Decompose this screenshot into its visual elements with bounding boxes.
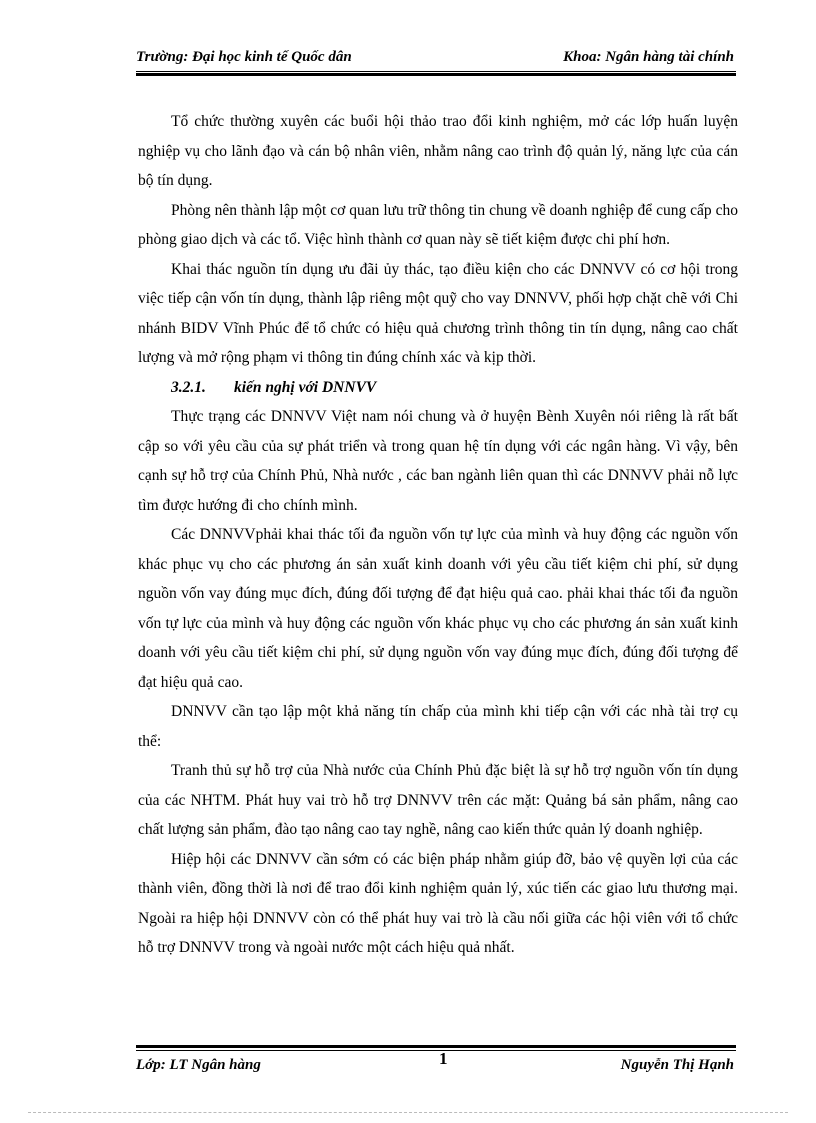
footer-author: Nguyễn Thị Hạnh xyxy=(620,1057,734,1073)
footer-class: Lớp: LT Ngân hàng xyxy=(136,1057,261,1073)
paragraph: Tranh thủ sự hỗ trợ của Nhà nước của Chính Phủ đặc biệt là sự hỗ trợ nguồn vốn tín dụng của các NHTM. Phát huy vai trò hỗ trợ DNNVV trên các mặt: Quảng bá sản phẩm, nâng cao chất lượng sản phẩm, đào tạo nâng cao tay nghề, nâng cao kiến thức quản lý doanh nghiệp. xyxy=(138,762,738,838)
document-body xyxy=(138,107,738,963)
section-title: kiến nghị với DNNVV xyxy=(234,378,377,396)
page-header xyxy=(136,47,736,72)
page-bottom-divider xyxy=(28,1112,788,1113)
paragraph: Các DNNVVphải khai thác tối đa nguồn vốn tự lực của mình và huy động các nguồn vốn khác phục vụ cho các phương án sản xuất kinh doanh với yêu cầu tiết kiệm chi phí, sử dụng nguồn vốn vay đúng mục đích, đúng đối tượng để đạt hiệu quả cao. phải khai thác tối đa nguồn vốn tự lực của mình và huy động các nguồn vốn khác phục vụ cho các phương án sản xuất kinh doanh với yêu cầu tiết kiệm chi phí, sử dụng nguồn vốn vay đúng mục đích, đúng đối tượng để đạt hiệu quả cao. xyxy=(138,526,738,691)
paragraph: Tổ chức thường xuyên các buổi hội thảo trao đổi kinh nghiệm, mở các lớp huấn luyện nghiệp vụ cho lãnh đạo và cán bộ nhân viên, nhằm nâng cao trình độ quản lý, năng lực của cán bộ tín dụng. xyxy=(138,113,738,189)
header-rule xyxy=(136,73,736,76)
paragraph: Hiệp hội các DNNVV cần sớm có các biện pháp nhằm giúp đỡ, bảo vệ quyền lợi của các thành viên, đồng thời là nơi để trao đổi kinh nghiệm quản lý, xúc tiến các giao lưu thương mại. Ngoài ra hiệp hội DNNVV còn có thể phát huy vai trò là cầu nối giữa các hội viên với tổ chức hỗ trợ DNNVV trong và ngoài nước một cách hiệu quả nhất. xyxy=(138,850,738,956)
page-footer xyxy=(136,1041,736,1081)
paragraph: Thực trạng các DNNVV Việt nam nói chung và ở huyện Bènh Xuyên nói riêng là rất bất cập so với yêu cầu của sự phát triển và trong quan hệ tín dụng với các ngân hàng. Vì vậy, bên cạnh sự hỗ trợ của Chính Phủ, Nhà nước , các ban ngành liên quan thì các DNNVV phải nỗ lực tìm được hướng đi cho chính mình. xyxy=(138,408,738,514)
page-number: 1 xyxy=(439,1049,448,1068)
section-heading xyxy=(138,373,738,403)
paragraph: Khai thác nguồn tín dụng ưu đãi ủy thác, tạo điều kiện cho các DNNVV có cơ hội trong việc tiếp cận vốn tín dụng, thành lập riêng một quỹ cho vay DNNVV, phối hợp chặt chẽ với Chi nhánh BIDV Vĩnh Phúc để tổ chức có hiệu quả chương trình thông tin tín dụng, nâng cao chất lượng và mở rộng phạm vi thông tin đúng chính xác và kịp thời. xyxy=(138,260,738,366)
paragraph: Phòng nên thành lập một cơ quan lưu trữ thông tin chung về doanh nghiệp để cung cấp cho phòng giao dịch và các tổ. Việc hình thành cơ quan này sẽ tiết kiệm được chi phí hơn. xyxy=(138,201,738,248)
footer-rule xyxy=(136,1045,736,1048)
footer-rule-thin xyxy=(136,1050,736,1051)
header-school: Trường: Đại học kinh tế Quốc dân xyxy=(136,49,352,65)
header-faculty: Khoa: Ngân hàng tài chính xyxy=(563,49,734,65)
paragraph: DNNVV cần tạo lập một khả năng tín chấp của mình khi tiếp cận với các nhà tài trợ cụ thể: xyxy=(138,703,738,750)
section-number: 3.2.1. xyxy=(171,378,206,396)
